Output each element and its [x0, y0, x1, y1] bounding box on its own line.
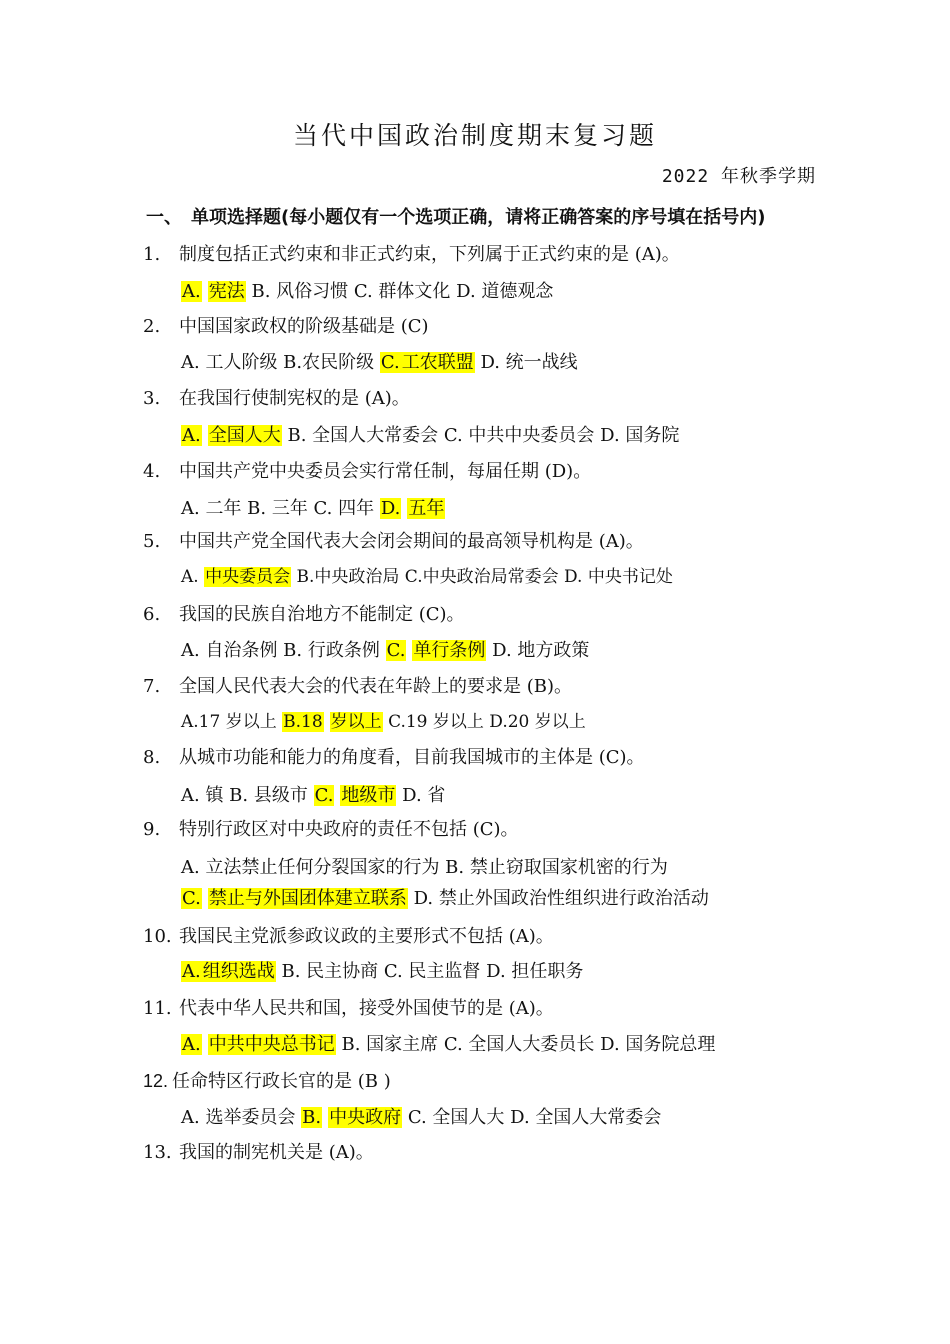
question-text: 中国共产党中央委员会实行常任制，每届任期 (D)。 — [179, 461, 592, 482]
question-11 — [143, 997, 554, 1021]
other-options: A. 选举委员会 — [181, 1107, 302, 1128]
question-4 — [143, 460, 591, 484]
other-options: D. 禁止外国政治性组织进行政治活动 — [413, 888, 709, 909]
other-options: D. 省 — [402, 785, 446, 806]
other-options: B. 风俗习惯 C. 群体文化 D. 道德观念 — [251, 281, 554, 302]
document-title: 当代中国政治制度期末复习题 — [292, 121, 657, 150]
question-number: 10. — [143, 926, 172, 947]
other-options: A. 二年 B. 三年 C. 四年 — [181, 498, 380, 519]
question-5 — [143, 530, 644, 554]
question-3 — [143, 387, 410, 411]
question-text: 任命特区行政长官的是 (B ) — [172, 1071, 391, 1092]
other-options: A.17 岁以上 — [181, 712, 283, 732]
question-number: 11. — [143, 998, 172, 1019]
question-12 — [143, 1069, 391, 1094]
other-options: A. — [181, 567, 205, 587]
question-number: 6. — [143, 604, 161, 625]
question-10 — [143, 925, 554, 949]
answer-letter-highlight: A. — [182, 961, 201, 982]
question-text: 我国的制宪机关是 (A)。 — [179, 1142, 374, 1163]
question-number: 8. — [143, 747, 161, 768]
question-6 — [143, 603, 465, 627]
question-text: 我国的民族自治地方不能制定 (C)。 — [179, 604, 465, 625]
options-3 — [181, 419, 679, 453]
answer-text-highlight: 全国人大 — [208, 425, 281, 446]
answer-letter-highlight: C. — [380, 352, 400, 373]
section-title: 单项选择题(每小题仅有一个选项正确，请将正确答案的序号填在括号内) — [191, 207, 766, 228]
options-11 — [181, 1028, 715, 1062]
answer-letter-highlight: D. — [380, 498, 401, 519]
question-number: 3. — [143, 388, 161, 409]
question-text: 我国民主党派参政议政的主要形式不包括 (A)。 — [179, 926, 554, 947]
answer-letter-highlight: C. — [386, 640, 406, 661]
other-options: A. 工人阶级 B.农民阶级 — [181, 352, 380, 373]
other-options: A. 立法禁止任何分裂国家的行为 B. 禁止窃取国家机密的行为 — [181, 857, 668, 878]
question-number: 4. — [143, 461, 161, 482]
answer-letter-highlight: A. — [182, 281, 201, 302]
question-2 — [143, 315, 429, 339]
answer-text-highlight: 工农联盟 — [401, 352, 474, 373]
answer-letter-highlight: C. — [182, 888, 201, 909]
question-text: 制度包括正式约束和非正式约束，下列属于正式约束的是 (A)。 — [179, 244, 680, 265]
answer-text-highlight: 宪法 — [208, 281, 245, 302]
question-number: 1. — [143, 244, 161, 265]
question-number: 9. — [143, 819, 161, 840]
answer-text-highlight: 岁以上 — [330, 712, 382, 732]
options-8 — [181, 779, 445, 813]
question-text: 在我国行使制宪权的是 (A)。 — [179, 388, 410, 409]
answer-text-highlight: 地级市 — [341, 785, 396, 806]
options-5 — [181, 560, 673, 594]
question-text: 特别行政区对中央政府的责任不包括 (C)。 — [179, 819, 519, 840]
answer-letter-highlight: A. — [182, 425, 201, 446]
question-number: 13. — [143, 1142, 172, 1163]
question-number: 5. — [143, 531, 161, 552]
options-9-row2 — [181, 882, 709, 916]
other-options: B. 国家主席 C. 全国人大委员长 D. 国务院总理 — [341, 1034, 716, 1055]
options-12 — [181, 1101, 661, 1135]
term-label: 2022 年秋季学期 — [661, 166, 816, 187]
question-number: 7. — [143, 676, 161, 697]
other-options: C. 全国人大 D. 全国人大常委会 — [407, 1107, 662, 1128]
answer-text-highlight: 中央委员会 — [205, 567, 291, 587]
options-4 — [181, 492, 445, 526]
question-1 — [143, 243, 680, 267]
question-9 — [143, 818, 519, 842]
answer-letter-highlight: C. — [314, 785, 334, 806]
question-number: 2. — [143, 316, 161, 337]
section-heading — [146, 203, 765, 229]
question-7 — [143, 675, 572, 699]
answer-text-highlight: 组织选战 — [202, 961, 275, 982]
answer-text-highlight: 禁止与外国团体建立联系 — [208, 888, 407, 909]
other-options: A. 镇 B. 县级市 — [181, 785, 314, 806]
other-options: B. 民主协商 C. 民主监督 D. 担任职务 — [281, 961, 584, 982]
other-options: C.19 岁以上 D.20 岁以上 — [388, 712, 586, 732]
answer-letter-highlight: A. — [182, 1034, 201, 1055]
other-options: B. 全国人大常委会 C. 中共中央委员会 D. 国务院 — [287, 425, 680, 446]
answer-text-highlight: 五年 — [408, 498, 445, 519]
answer-text-highlight: 中共中央总书记 — [208, 1034, 335, 1055]
other-options: B.中央政治局 C.中央政治局常委会 D. 中央书记处 — [296, 567, 673, 587]
question-text: 全国人民代表大会的代表在年龄上的要求是 (B)。 — [179, 676, 572, 697]
options-10 — [181, 955, 583, 989]
answer-letter-highlight: B.18 — [283, 712, 323, 732]
other-options: D. 地方政策 — [492, 640, 590, 661]
answer-text-highlight: 中央政府 — [329, 1107, 402, 1128]
question-text: 中国国家政权的阶级基础是 (C) — [179, 316, 429, 337]
other-options: A. 自治条例 B. 行政条例 — [181, 640, 386, 661]
answer-text-highlight: 单行条例 — [413, 640, 486, 661]
question-text: 中国共产党全国代表大会闭会期间的最高领导机构是 (A)。 — [179, 531, 644, 552]
question-number: 12. — [143, 1071, 169, 1091]
options-9 — [181, 851, 668, 885]
options-1 — [181, 275, 553, 309]
options-7 — [181, 705, 586, 739]
options-6 — [181, 634, 589, 668]
options-2 — [181, 346, 578, 380]
question-13 — [143, 1141, 374, 1165]
answer-letter-highlight: B. — [302, 1107, 322, 1128]
section-number: 一、 — [146, 207, 182, 228]
question-text: 从城市功能和能力的角度看，目前我国城市的主体是 (C)。 — [179, 747, 645, 768]
question-text: 代表中华人民共和国，接受外国使节的是 (A)。 — [179, 998, 554, 1019]
question-8 — [143, 746, 645, 770]
other-options: D. 统一战线 — [480, 352, 578, 373]
